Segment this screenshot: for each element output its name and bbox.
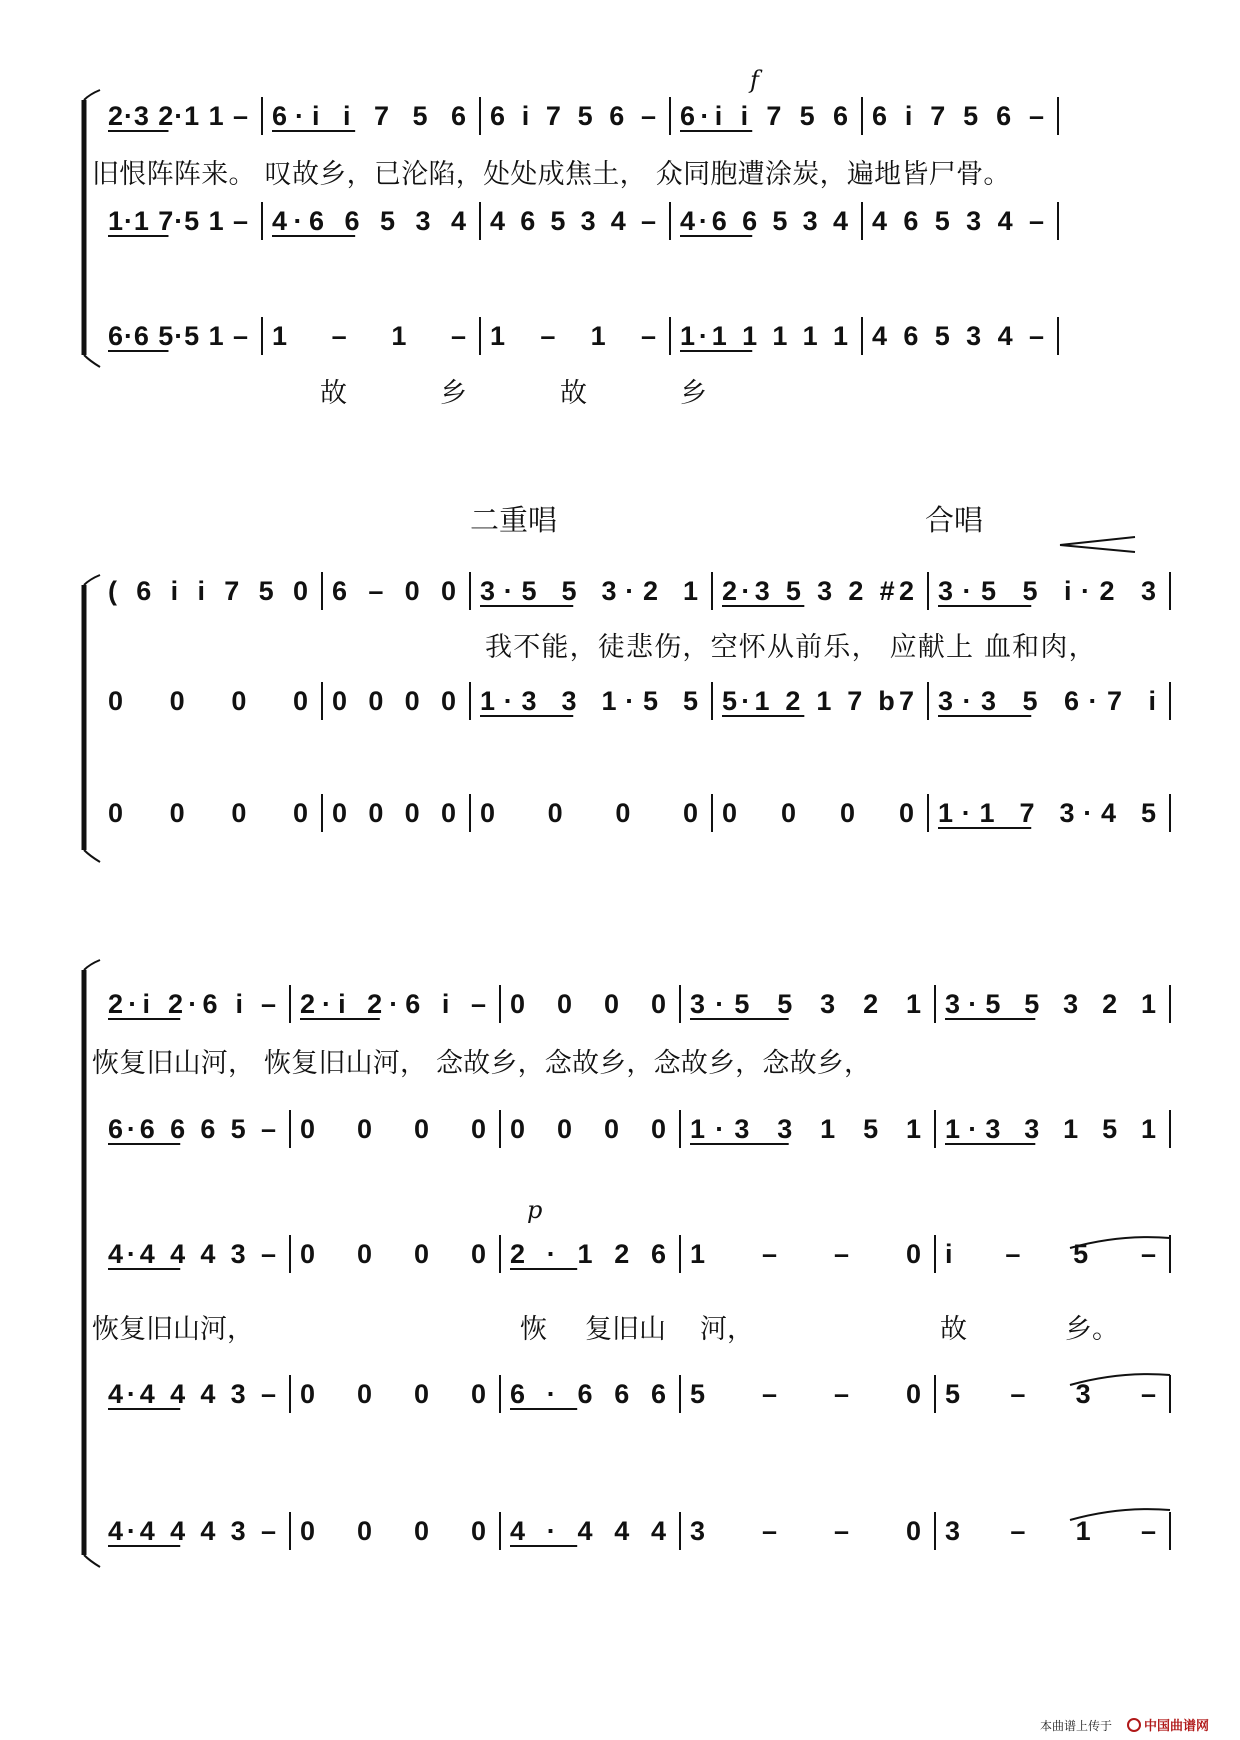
notation-measure: 0 0 0 0 (332, 798, 456, 828)
section-label-duet: 二重唱 (470, 503, 558, 537)
notation-measure: 0 0 0 0 (300, 1239, 486, 1269)
notation-measure: 1·3 3 1·5 5 (480, 686, 698, 716)
notation-measure: 5 – 3 – (945, 1379, 1156, 1409)
bracket-hook-top (84, 90, 100, 100)
notation-measure: 6 i 7 5 6 – (490, 101, 656, 131)
notation-measure: 2·i 2·6 i – (300, 989, 486, 1019)
crescendo-hairpin (1060, 537, 1135, 552)
notation-measure: 2·i 2·6 i – (108, 989, 276, 1019)
section-label-chorus: 合唱 (925, 503, 984, 537)
notation-measure: 2 · 1 2 6 (510, 1239, 666, 1269)
lyric-word: 乡。 (1065, 1314, 1119, 1345)
notation-measure: 4·4 4 4 3 – (108, 1516, 276, 1546)
notation-measure: 4 · 4 4 4 (510, 1516, 666, 1546)
notation-measure: 0 0 0 0 (480, 798, 698, 828)
notation-measure: 4 6 5 3 4 – (872, 206, 1044, 236)
notation-measure: ( 6 i i 7 5 0 (108, 576, 308, 606)
footer-upload-text: 本曲谱上传于 (1040, 1719, 1113, 1733)
dynamic-forte: f (750, 66, 759, 94)
lyric-word: 故 (320, 378, 347, 409)
site-logo-icon (1128, 1719, 1140, 1731)
lyric-word: 故 (560, 378, 587, 409)
notation-measure: 2·3 2·1 1 – (108, 101, 248, 131)
notation-measure: 1·1 7·5 1 – (108, 206, 248, 236)
notation-measure: 4·6 6 5 3 4 (272, 206, 466, 236)
notation-measure: 3 – 1 – (945, 1516, 1156, 1546)
bracket-hook-top (84, 575, 100, 585)
lyric-line: 恢复旧山河， 恢复旧山河， 念故乡，念故乡，念故乡，念故乡， (92, 1048, 872, 1079)
lyric-line: 我不能，徒悲伤，空怀从前乐， 应献上 血和肉， (485, 632, 1097, 663)
lyric-word: 河， (700, 1314, 754, 1345)
notation-measure: 0 0 0 0 (510, 989, 666, 1019)
notation-measure: 4 6 5 3 4 – (490, 206, 656, 236)
notation-measure: 1·3 3 1 5 1 (690, 1114, 921, 1144)
notation-measure: 0 0 0 0 (722, 798, 914, 828)
lyric-line: 旧恨阵阵来。 叹故乡，已沦陷，处处成焦土， 众同胞遭涂炭，遍地皆尸骨。 (92, 159, 1011, 190)
notation-measure: 0 0 0 0 (108, 686, 308, 716)
notation-measure: 4·6 6 5 3 4 (680, 206, 848, 236)
notation-measure: 6·i i 7 5 6 (680, 101, 848, 131)
notation-measure: 3·5 5 3·2 1 (480, 576, 698, 606)
lyric-word: 故 (940, 1314, 967, 1345)
notation-measure: 0 0 0 0 (510, 1114, 666, 1144)
notation-measure: 6·6 6 6 5 – (108, 1114, 276, 1144)
notation-measure: 3·5 5 3 2 1 (945, 989, 1156, 1019)
dynamic-piano: p (527, 1196, 543, 1224)
notation-measure: 0 0 0 0 (300, 1379, 486, 1409)
notation-measure: 6 · 6 6 6 (510, 1379, 666, 1409)
notation-measure: 0 0 0 0 (300, 1516, 486, 1546)
notation-measure: 3 – – 0 (690, 1516, 921, 1546)
notation-measure: 1·3 3 1 5 1 (945, 1114, 1156, 1144)
notation-measure: 4·4 4 4 3 – (108, 1379, 276, 1409)
notation-measure: 4 6 5 3 4 – (872, 321, 1044, 351)
lyric-word: 乡 (680, 378, 707, 409)
notation-measure: 5·1 2 1 7 b7 (722, 686, 914, 716)
notation-measure: 1 – – 0 (690, 1239, 921, 1269)
bracket-hook-bottom (84, 1555, 100, 1567)
notation-measure: 0 0 0 0 (300, 1114, 486, 1144)
notation-measure: 1·1 1 1 1 1 (680, 321, 848, 351)
bracket-hook-top (84, 960, 100, 970)
notation-measure: 3·3 5 6·7 i (938, 686, 1156, 716)
notation-measure: 1 – 1 – (272, 321, 466, 351)
notation-measure: 0 0 0 0 (108, 798, 308, 828)
notation-measure: 1 – 1 – (490, 321, 656, 351)
lyric-word: 复旧山 (585, 1314, 666, 1345)
lyric-word: 乡 (440, 378, 467, 409)
notation-measure: 3·5 5 3 2 1 (690, 989, 921, 1019)
bracket-hook-bottom (84, 355, 100, 367)
bracket-hook-bottom (84, 850, 100, 862)
lyric-word: 恢复旧山河， (92, 1314, 254, 1345)
notation-measure: 3·5 5 i·2 3 (938, 576, 1156, 606)
footer-site-name: 中国曲谱网 (1144, 1719, 1210, 1734)
lyric-word: 恢 (520, 1314, 547, 1345)
notation-measure: i – 5 – (945, 1239, 1156, 1269)
notation-measure: 6·6 5·5 1 – (108, 321, 248, 351)
notation-measure: 1·1 7 3·4 5 (938, 798, 1156, 828)
notation-measure: 6 – 0 0 (332, 576, 456, 606)
notation-measure: 4·4 4 4 3 – (108, 1239, 276, 1269)
notation-measure: 5 – – 0 (690, 1379, 921, 1409)
score-texts (92, 66, 1209, 1734)
notation-measure: 0 0 0 0 (332, 686, 456, 716)
notation-measure: 6·i i 7 5 6 (272, 101, 466, 131)
notation-measure: 6 i 7 5 6 – (872, 101, 1044, 131)
notation-measure: 2·3 5 3 2 #2 (722, 576, 914, 606)
